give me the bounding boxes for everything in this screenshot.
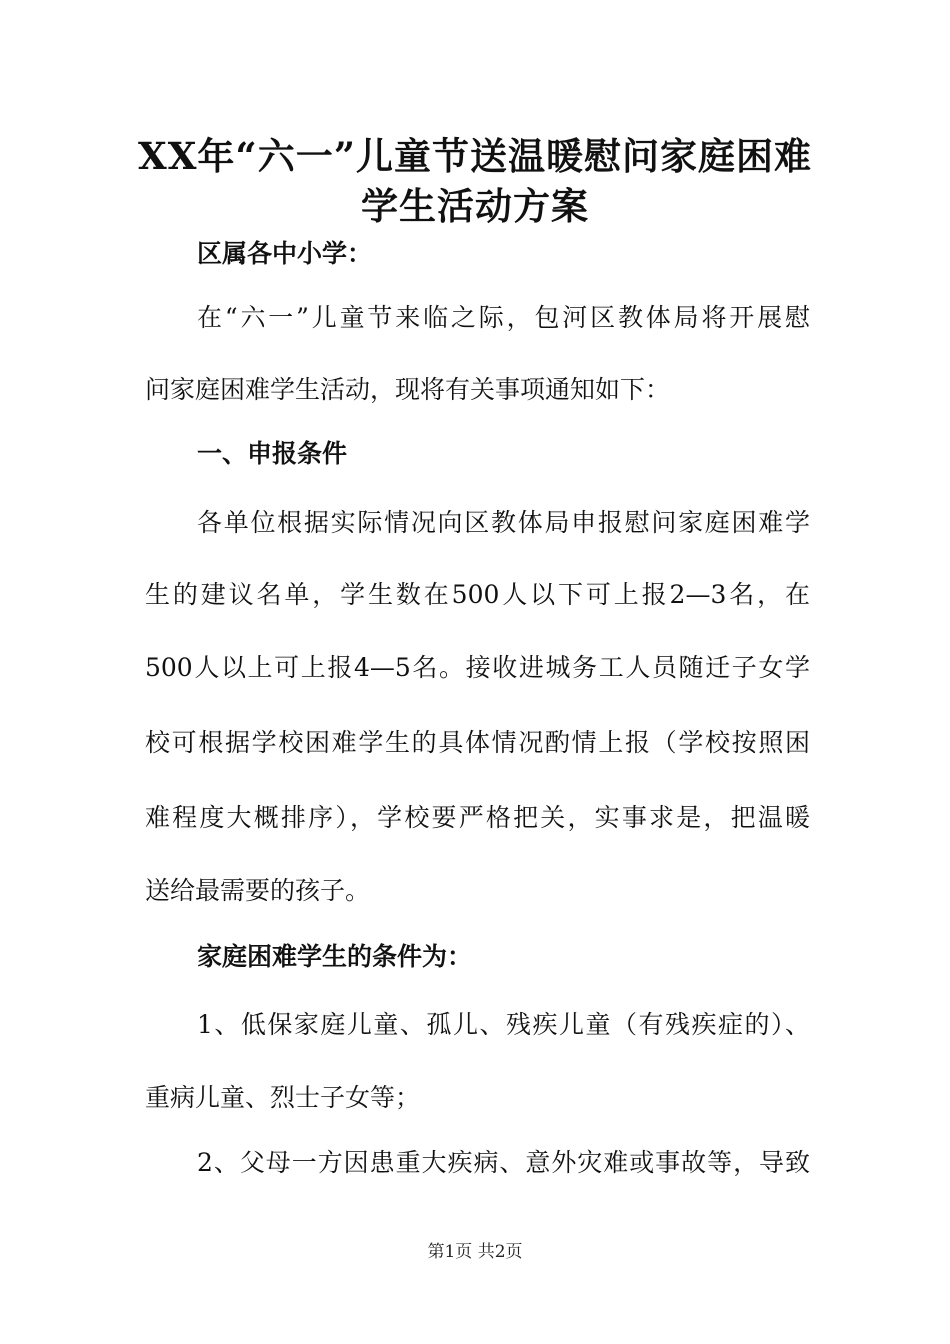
page-number-footer: 第1页 共2页: [427, 1242, 523, 1262]
paragraph-line: 难程度大概排序），学校要严格把关，实事求是，把温暖: [145, 803, 810, 832]
paragraph-line: 问家庭困难学生活动，现将有关事项通知如下：: [145, 375, 671, 404]
document-title-line-2: 学生活动方案: [361, 184, 589, 228]
list-item-line: 2、父母一方因患重大疾病、意外灾难或事故等，导致: [197, 1148, 810, 1177]
salutation: 区属各中小学：: [197, 239, 373, 268]
document-title-line-1: XX年“六一”儿童节送温暖慰问家庭困难: [138, 134, 812, 178]
paragraph-line: 各单位根据实际情况向区教体局申报慰问家庭困难学: [197, 508, 810, 537]
paragraph-line: 500人以上可上报4—5名。接收进城务工人员随迁子女学: [145, 653, 810, 682]
paragraph-line: 送给最需要的孩子。: [145, 876, 371, 905]
conditions-heading: 家庭困难学生的条件为：: [197, 942, 473, 971]
paragraph-line: 在“六一”儿童节来临之际，包河区教体局将开展慰: [197, 303, 810, 332]
list-item-line: 1、低保家庭儿童、孤儿、残疾儿童（有残疾症的）、: [197, 1010, 810, 1039]
paragraph-line: 校可根据学校困难学生的具体情况酌情上报（学校按照困: [145, 728, 810, 757]
list-item-line: 重病儿童、烈士子女等；: [145, 1083, 421, 1112]
section-heading: 一、申报条件: [197, 439, 348, 468]
paragraph-line: 生的建议名单，学生数在500人以下可上报2—3名，在: [145, 580, 810, 609]
